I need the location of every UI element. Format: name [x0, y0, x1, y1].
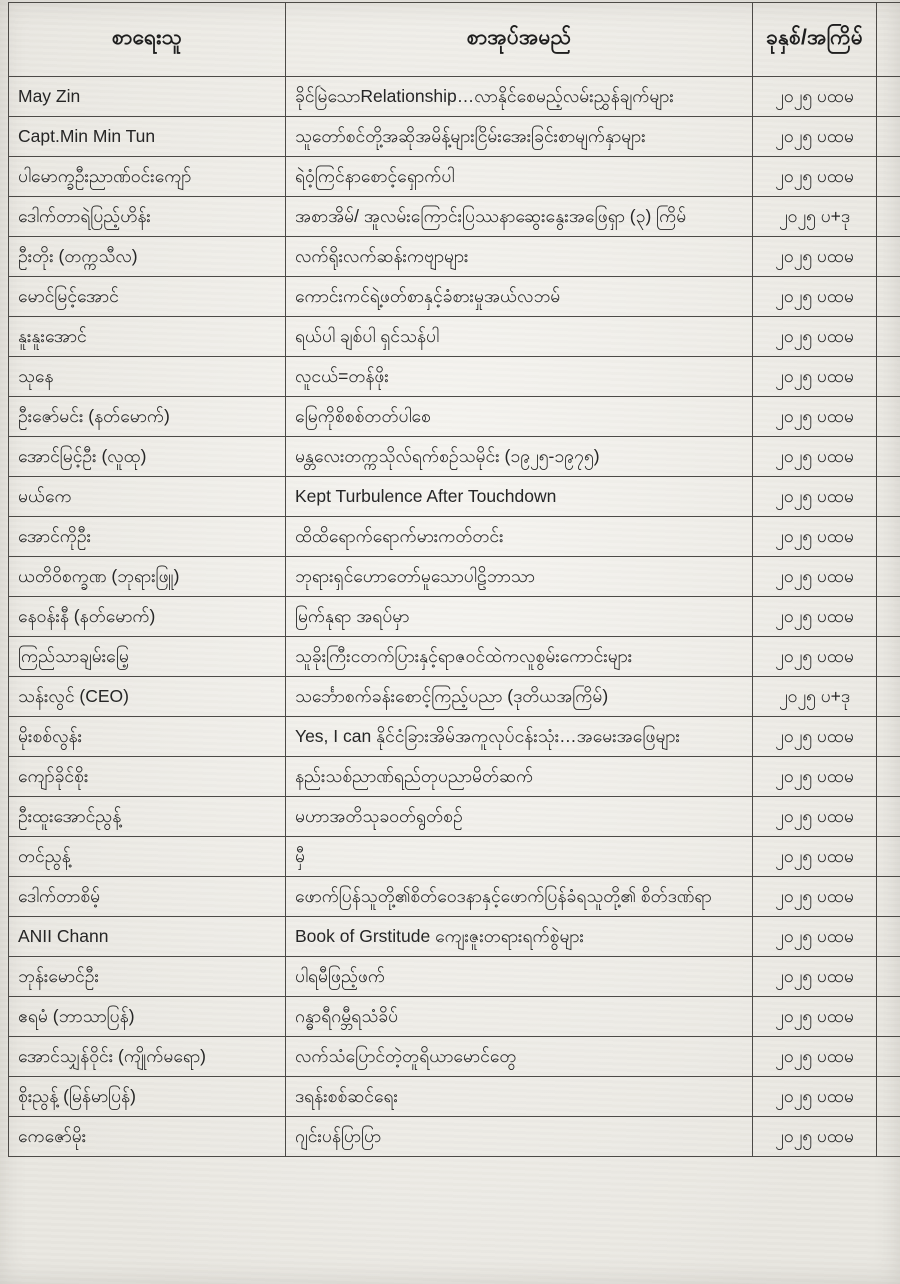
edition-cell: ၂၀၂၅ ပ+ဒု: [753, 197, 877, 237]
author-cell: နူးနူးအောင်: [9, 317, 286, 357]
table-row: [9, 957, 900, 997]
title-cell: Book of Grstitude ကျေးဇူးတရားရက်စွဲများ: [286, 917, 753, 957]
author-cell: စိုးညွန့် (မြန်မာပြန်): [9, 1077, 286, 1117]
title-cell: မြက်နုရာ အရပ်မှာ: [286, 597, 753, 637]
title-cell: Yes, I can နိုင်ငံခြားအိမ်အကူလုပ်ငန်းသုံး…အမေးအဖြေများ: [286, 717, 753, 757]
author-cell: Capt.Min Min Tun: [9, 117, 286, 157]
table-row: [9, 1077, 900, 1117]
cutoff-cell: [877, 477, 900, 517]
column-header-cutoff: [877, 3, 900, 77]
author-cell: ဒေါက်တာရဲပြည့်ဟိန်း: [9, 197, 286, 237]
cutoff-cell: [877, 877, 900, 917]
cutoff-cell: [877, 77, 900, 117]
author-cell: အောင်ကိုဦး: [9, 517, 286, 557]
edition-cell: ၂၀၂၅ ပထမ: [753, 317, 877, 357]
table-row: [9, 237, 900, 277]
title-cell: ခိုင်မြဲသောRelationship…လာနိုင်စေမည့်လမ်းညွှန်ချက်များ: [286, 77, 753, 117]
cutoff-cell: [877, 517, 900, 557]
table-row: [9, 597, 900, 637]
table-row: [9, 477, 900, 517]
title-cell: အစာအိမ်/ အူလမ်းကြောင်းပြဿနာဆွေးနွေးအဖြေရှာ (၃) ကြိမ်: [286, 197, 753, 237]
edition-cell: ၂၀၂၅ ပထမ: [753, 837, 877, 877]
cutoff-cell: [877, 157, 900, 197]
edition-cell: ၂၀၂၅ ပ+ဒု: [753, 677, 877, 717]
author-cell: ဦးတိုး (တက္ကသီလ): [9, 237, 286, 277]
edition-cell: ၂၀၂၅ ပထမ: [753, 557, 877, 597]
title-cell: ဘုရားရှင်ဟောတော်မူသောပါဠိဘာသာ: [286, 557, 753, 597]
table-row: [9, 357, 900, 397]
table-row: [9, 117, 900, 157]
author-cell: အောင်မြင့်ဦး (လူထု): [9, 437, 286, 477]
title-cell: ပါရမီဖြည့်ဖက်: [286, 957, 753, 997]
author-cell: ဘုန်းမောင်ဦး: [9, 957, 286, 997]
table-row: [9, 517, 900, 557]
author-cell: ဒေါက်တာစိမ့်: [9, 877, 286, 917]
header-row: [9, 3, 900, 77]
table-row: [9, 717, 900, 757]
edition-cell: ၂၀၂၅ ပထမ: [753, 477, 877, 517]
table-row: [9, 757, 900, 797]
author-cell: ကြည်သာချမ်းမြေ့: [9, 637, 286, 677]
edition-cell: ၂၀၂၅ ပထမ: [753, 757, 877, 797]
edition-cell: ၂၀၂၅ ပထမ: [753, 917, 877, 957]
author-cell: ဦးထူးအောင်ညွန့်: [9, 797, 286, 837]
cutoff-cell: [877, 757, 900, 797]
table-row: [9, 1037, 900, 1077]
table-row: [9, 557, 900, 597]
author-cell: ဧရမံ (ဘာသာပြန်): [9, 997, 286, 1037]
table-row: [9, 797, 900, 837]
cutoff-cell: [877, 597, 900, 637]
edition-cell: ၂၀၂၅ ပထမ: [753, 637, 877, 677]
title-cell: ဂန္ဓာရီဂမ္ဘီရသံခိပ်: [286, 997, 753, 1037]
title-cell: ဒရန်းစစ်ဆင်ရေး: [286, 1077, 753, 1117]
table-row: [9, 837, 900, 877]
column-header-author: စာရေးသူ: [9, 3, 286, 77]
title-cell: ရဲဝံ့ကြင်နာစောင့်ရှောက်ပါ: [286, 157, 753, 197]
cutoff-cell: [877, 957, 900, 997]
column-header-title: စာအုပ်အမည်: [286, 3, 753, 77]
title-cell: မြေကိုစိစစ်တတ်ပါစေ: [286, 397, 753, 437]
edition-cell: ၂၀၂၅ ပထမ: [753, 717, 877, 757]
author-cell: သုနေ: [9, 357, 286, 397]
table-row: [9, 637, 900, 677]
author-cell: အောင်သျှန်ဝိုင်း (ကျိုက်မရော): [9, 1037, 286, 1077]
book-list-table: [8, 2, 900, 1157]
cutoff-cell: [877, 557, 900, 597]
title-cell: ကောင်းကင်ရဲ့ဖတ်စာနှင့်ခံစားမှုအယ်လဘမ်: [286, 277, 753, 317]
title-cell: ဂျင်းပန်ပြာပြာ: [286, 1117, 753, 1157]
column-header-edition: ခုနှစ်/အကြိမ်: [753, 3, 877, 77]
table-row: [9, 997, 900, 1037]
edition-cell: ၂၀၂၅ ပထမ: [753, 237, 877, 277]
edition-cell: ၂၀၂၅ ပထမ: [753, 157, 877, 197]
cutoff-cell: [877, 1077, 900, 1117]
edition-cell: ၂၀၂၅ ပထမ: [753, 1077, 877, 1117]
author-cell: သန်းလွင် (CEO): [9, 677, 286, 717]
cutoff-cell: [877, 1037, 900, 1077]
cutoff-cell: [877, 917, 900, 957]
edition-cell: ၂၀၂၅ ပထမ: [753, 277, 877, 317]
cutoff-cell: [877, 837, 900, 877]
edition-cell: ၂၀၂၅ ပထမ: [753, 997, 877, 1037]
edition-cell: ၂၀၂၅ ပထမ: [753, 397, 877, 437]
cutoff-cell: [877, 637, 900, 677]
edition-cell: ၂၀၂၅ ပထမ: [753, 957, 877, 997]
edition-cell: ၂၀၂၅ ပထမ: [753, 357, 877, 397]
table-row: [9, 877, 900, 917]
cutoff-cell: [877, 237, 900, 277]
author-cell: ဦးဇော်မင်း (နတ်မောက်): [9, 397, 286, 437]
cutoff-cell: [877, 317, 900, 357]
edition-cell: ၂၀၂၅ ပထမ: [753, 797, 877, 837]
edition-cell: ၂၀၂၅ ပထမ: [753, 517, 877, 557]
cutoff-cell: [877, 397, 900, 437]
cutoff-cell: [877, 997, 900, 1037]
author-cell: မိုးစစ်လွန်း: [9, 717, 286, 757]
title-cell: Kept Turbulence After Touchdown: [286, 477, 753, 517]
table-header: [9, 3, 900, 77]
edition-cell: ၂၀၂၅ ပထမ: [753, 877, 877, 917]
title-cell: သင်္ဘောစက်ခန်းစောင့်ကြည့်ပညာ (ဒုတိယအကြိမ်): [286, 677, 753, 717]
edition-cell: ၂၀၂၅ ပထမ: [753, 77, 877, 117]
title-cell: လက်ရိုးလက်ဆန်းကဗျာများ: [286, 237, 753, 277]
title-cell: ရယ်ပါ ချစ်ပါ ရှင်သန်ပါ: [286, 317, 753, 357]
author-cell: မယ်ကေ: [9, 477, 286, 517]
title-cell: လက်သံပြောင်တဲ့တူရိယာမောင်တွေ: [286, 1037, 753, 1077]
title-cell: သူတော်စင်တို့အဆိုအမိန့်များငြိမ်းအေးခြင်းစာမျက်နှာများ: [286, 117, 753, 157]
title-cell: ထိထိရောက်ရောက်မားကတ်တင်း: [286, 517, 753, 557]
edition-cell: ၂၀၂၅ ပထမ: [753, 1117, 877, 1157]
title-cell: ဖောက်ပြန်သူတို့၏စိတ်ဝေဒနာနှင့်ဖောက်ပြန်ခံရသူတို့၏ စိတ်ဒဏ်ရာ: [286, 877, 753, 917]
author-cell: ANII Chann: [9, 917, 286, 957]
cutoff-cell: [877, 197, 900, 237]
title-cell: မှီ: [286, 837, 753, 877]
title-cell: လူငယ်=တန်ဖိုး: [286, 357, 753, 397]
title-cell: သူခိုးကြီးငတက်ပြားနှင့်ရာဇဝင်ထဲကလူစွမ်းကောင်းများ: [286, 637, 753, 677]
table-row: [9, 277, 900, 317]
cutoff-cell: [877, 117, 900, 157]
table-body: [9, 77, 900, 1157]
cutoff-cell: [877, 357, 900, 397]
author-cell: တင်ညွန့်: [9, 837, 286, 877]
edition-cell: ၂၀၂၅ ပထမ: [753, 1037, 877, 1077]
title-cell: နည်းသစ်ညာဏ်ရည်တုပညာမိတ်ဆက်: [286, 757, 753, 797]
cutoff-cell: [877, 1117, 900, 1157]
author-cell: ပါမောက္ခဦးညာဏ်ဝင်းကျော်: [9, 157, 286, 197]
cutoff-cell: [877, 677, 900, 717]
author-cell: ယတိဝိစက္ခဏ (ဘုရားဖြူ): [9, 557, 286, 597]
cutoff-cell: [877, 277, 900, 317]
cutoff-cell: [877, 717, 900, 757]
cutoff-cell: [877, 437, 900, 477]
table-row: [9, 197, 900, 237]
table-row: [9, 77, 900, 117]
table-row: [9, 1117, 900, 1157]
author-cell: May Zin: [9, 77, 286, 117]
author-cell: နေဝန်းနီ (နတ်မောက်): [9, 597, 286, 637]
title-cell: မန္တလေးတက္ကသိုလ်ရက်စဉ်သမိုင်း (၁၉၂၅-၁၉၇၅): [286, 437, 753, 477]
edition-cell: ၂၀၂၅ ပထမ: [753, 597, 877, 637]
cutoff-cell: [877, 797, 900, 837]
author-cell: မောင်မြင့်အောင်: [9, 277, 286, 317]
edition-cell: ၂၀၂၅ ပထမ: [753, 117, 877, 157]
edition-cell: ၂၀၂၅ ပထမ: [753, 437, 877, 477]
table-row: [9, 677, 900, 717]
table-row: [9, 397, 900, 437]
table-row: [9, 437, 900, 477]
title-cell: မဟာအတိသုခဝတ်ရွတ်စဉ်: [286, 797, 753, 837]
table-row: [9, 917, 900, 957]
table-row: [9, 317, 900, 357]
table-row: [9, 157, 900, 197]
author-cell: ကျော်ခိုင်စိုး: [9, 757, 286, 797]
author-cell: ကေဇော်မိုး: [9, 1117, 286, 1157]
